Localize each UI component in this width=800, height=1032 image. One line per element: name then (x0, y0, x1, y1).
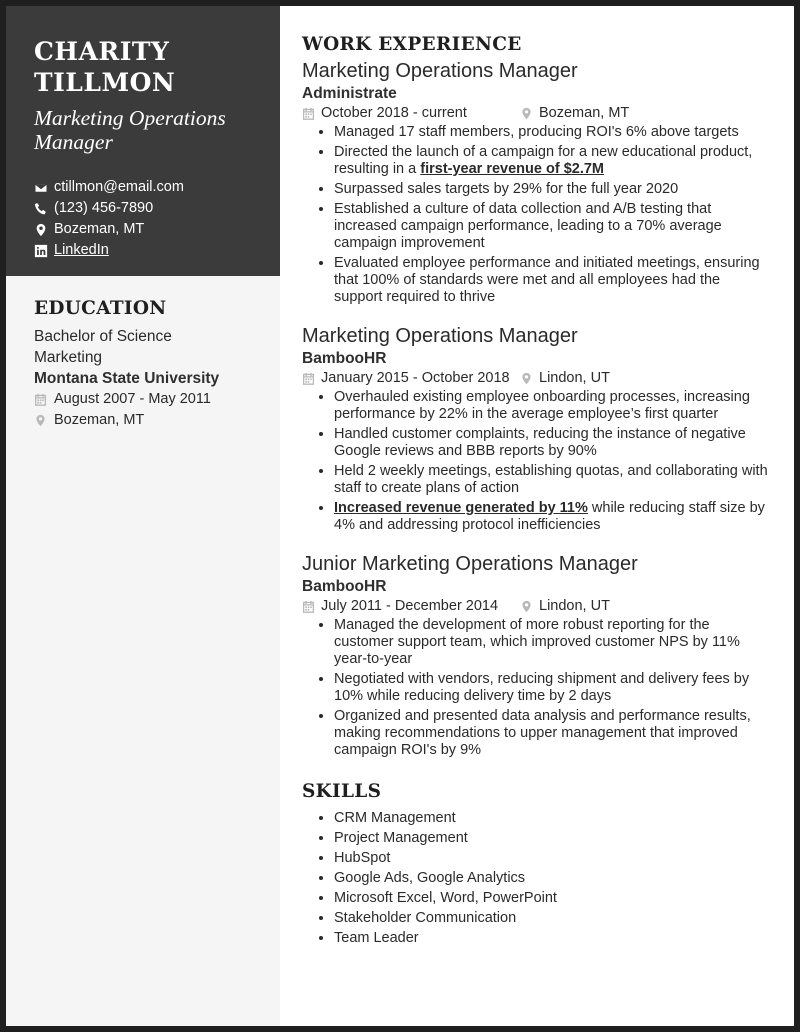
contact-linkedin[interactable] (34, 240, 260, 261)
job-location (520, 104, 629, 123)
job-title: Marketing Operations Manager (302, 325, 578, 347)
name-line-2: TILLMON (34, 68, 176, 97)
bullet-text: Surpassed sales targets by 29% for the full year 2020 (334, 181, 679, 197)
job-entry (302, 324, 770, 534)
map-pin-icon (520, 372, 533, 385)
skill-item: • Team Leader (334, 930, 770, 947)
education-dates (34, 389, 260, 410)
bullet-text: Negotiated with vendors, reducing shipment and delivery fees by 10% while reducing delivery time by 2 days (334, 671, 750, 704)
bullet-highlight: Increased revenue generated by 11% (334, 500, 588, 516)
job-meta (302, 597, 770, 616)
calendar-icon (302, 372, 315, 385)
education-dates-text: August 2007 - May 2011 (54, 391, 211, 407)
linkedin-link[interactable]: LinkedIn (54, 242, 109, 258)
degree-line-1: Bachelor of Science (34, 328, 172, 345)
job-bullet (334, 426, 770, 460)
linkedin-icon (34, 244, 48, 258)
bullet-text: Managed the development of more robust reporting for the customer support team, which improved customer NPS by 11% year-to-year (334, 617, 740, 667)
job-bullet (334, 181, 770, 198)
phone-text: (123) 456-7890 (54, 200, 154, 216)
education-location (34, 410, 260, 431)
calendar-icon (34, 393, 47, 406)
calendar-icon (302, 107, 315, 120)
map-pin-icon (34, 414, 47, 427)
job-entry (302, 59, 770, 306)
skills-heading: SKILLS (302, 781, 382, 802)
job-bullet (334, 144, 770, 178)
envelope-icon (34, 181, 48, 195)
map-pin-icon (34, 223, 48, 237)
job-meta (302, 104, 770, 123)
education-location-text: Bozeman, MT (54, 412, 145, 428)
bullet-text: Directed the launch of a campaign for a new educational product, resulting in a (334, 144, 753, 177)
skill-item: • Project Management (334, 830, 770, 847)
degree (34, 326, 260, 368)
sidebar (6, 6, 280, 1026)
bullet-text: Held 2 weekly meetings, establishing quotas, and collaborating with staff to create plans of action (334, 463, 768, 496)
bullet-text: Managed 17 staff members, producing ROI's 6% above targets (334, 124, 739, 140)
job-location (520, 369, 610, 388)
skills-section (302, 781, 770, 947)
bullet-text: Organized and presented data analysis and performance results, making recommendations to upper management that improved campaign ROI's by 9% (334, 708, 751, 758)
education-heading: EDUCATION (34, 298, 167, 319)
skill-item: • CRM Management (334, 810, 770, 827)
bullet-text: Evaluated employee performance and initiated meetings, ensuring that 100% of standards were met and all employees had the support required to thrive (334, 255, 760, 305)
company-name: BambooHR (302, 578, 387, 595)
job-entry (302, 552, 770, 759)
job-bullets (302, 617, 770, 759)
job-bullet (334, 463, 770, 497)
job-bullets (302, 124, 770, 306)
education-section (6, 276, 280, 431)
company-name: BambooHR (302, 350, 387, 367)
job-location-text: Bozeman, MT (539, 105, 630, 121)
job-location-text: Lindon, UT (539, 598, 610, 614)
bullet-text-after: while reducing staff size by 4% and addressing protocol inefficiencies (334, 500, 765, 533)
main-content (280, 6, 794, 950)
company-name: Administrate (302, 85, 397, 102)
skills-list (302, 810, 770, 947)
job-bullet (334, 389, 770, 423)
job-location (520, 597, 610, 616)
map-pin-icon (520, 107, 533, 120)
job-list (302, 59, 770, 759)
phone-icon (34, 202, 48, 216)
job-bullet (334, 671, 770, 705)
map-pin-icon (520, 600, 533, 613)
job-title: Junior Marketing Operations Manager (302, 553, 638, 575)
job-bullet (334, 708, 770, 759)
candidate-title: Marketing Operations Manager (34, 106, 226, 154)
bullet-text: Overhauled existing employee onboarding processes, increasing performance by 22% in the average employee’s first quarter (334, 389, 750, 422)
job-dates (302, 597, 520, 616)
bullet-text: Handled customer complaints, reducing the instance of negative Google reviews and BBB reports by 90% (334, 426, 746, 459)
job-bullet (334, 617, 770, 668)
skill-item: • Google Ads, Google Analytics (334, 870, 770, 887)
sidebar-header (6, 6, 280, 276)
job-location-text: Lindon, UT (539, 370, 610, 386)
job-dates-text: January 2015 - October 2018 (321, 370, 510, 386)
job-bullet (334, 201, 770, 252)
email-text: ctillmon@email.com (54, 179, 184, 195)
job-title: Marketing Operations Manager (302, 60, 578, 82)
degree-line-2: Marketing (34, 349, 103, 366)
bullet-text: Established a culture of data collection and A/B testing that increased campaign performance, leading to a 70% average campaign improvement (334, 201, 722, 251)
contact-list (34, 177, 260, 261)
job-dates (302, 369, 520, 388)
job-dates-text: October 2018 - current (321, 105, 467, 121)
job-dates (302, 104, 520, 123)
candidate-name (34, 36, 260, 98)
calendar-icon (302, 600, 315, 613)
job-bullet (334, 500, 770, 534)
skill-item: • Stakeholder Communication (334, 910, 770, 927)
contact-location (34, 219, 260, 240)
work-experience-heading: WORK EXPERIENCE (302, 34, 522, 55)
skill-item: • Microsoft Excel, Word, PowerPoint (334, 890, 770, 907)
job-bullet (334, 124, 770, 141)
school-name: Montana State University (34, 370, 220, 387)
name-line-1: CHARITY (34, 37, 170, 66)
skill-item: • HubSpot (334, 850, 770, 867)
contact-email[interactable] (34, 177, 260, 198)
job-dates-text: July 2011 - December 2014 (321, 598, 499, 614)
job-bullets (302, 389, 770, 534)
location-text: Bozeman, MT (54, 221, 145, 237)
contact-phone[interactable] (34, 198, 260, 219)
job-bullet (334, 255, 770, 306)
bullet-highlight: first-year revenue of $2.7M (420, 161, 604, 177)
job-meta (302, 369, 770, 388)
